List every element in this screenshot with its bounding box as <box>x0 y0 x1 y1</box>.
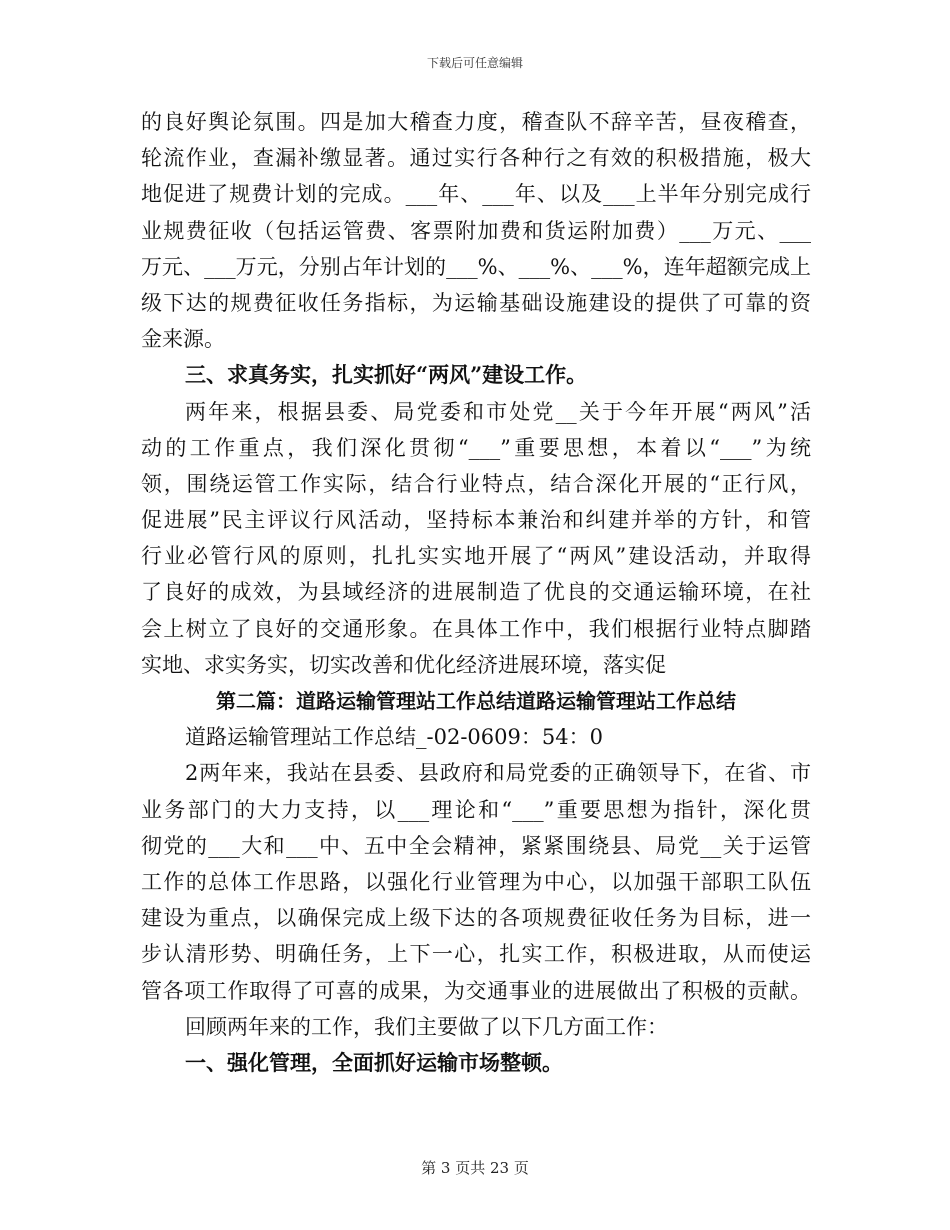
text-line: 促进展”民主评议行风活动，坚持标本兼治和纠建并举的方针，和管 <box>141 508 811 533</box>
text-line: 地促进了规费计划的完成。___年、___年、以及___上半年分别完成行 <box>141 182 811 207</box>
page-header: 下载后可任意编辑 <box>426 56 523 70</box>
text-line: 了良好的成效，为县域经济的进展制造了优良的交通运输环境，在社 <box>141 580 811 605</box>
text-line: 管各项工作取得了可喜的成果，为交通事业的进展做出了积极的贡献。 <box>141 978 811 1003</box>
text-line: 回顾两年来的工作，我们主要做了以下几方面工作： <box>185 1014 668 1039</box>
text-line: 建设为重点，以确保完成上级下达的各项规费征收任务为目标，进一 <box>141 906 811 931</box>
text-line: 2两年来，我站在县委、县政府和局党委的正确领导下，在省、市 <box>185 761 811 786</box>
text-line: 级下达的规费征收任务指标，为运输基础设施建设的提供了可靠的资 <box>141 290 811 315</box>
text-line: 工作的总体工作思路，以强化行业管理为中心，以加强干部职工队伍 <box>141 869 811 894</box>
document-body <box>141 104 811 1081</box>
subtitle-line: 道路运输管理站工作总结_-02-0609：54：0 <box>185 725 603 750</box>
text-line: 实地、求实务实，切实改善和优化经济进展环境，落实促 <box>141 652 666 677</box>
text-line: 行业必管行风的原则，扎扎实实地开展了“两风”建设活动，并取得 <box>141 544 811 569</box>
text-line: 金来源。 <box>141 327 225 352</box>
text-line: 步认清形势、明确任务，上下一心，扎实工作，积极进取，从而使运 <box>141 942 811 967</box>
text-line: 的良好舆论氛围。四是加大稽查力度，稽查队不辞辛苦，昼夜稽查， <box>141 110 811 134</box>
text-line: 业规费征收（包括运管费、客票附加费和货运附加费）___万元、___ <box>141 218 811 243</box>
text-line: 两年来，根据县委、局党委和市处党__关于今年开展“两风”活 <box>185 399 811 424</box>
page-footer: 第 3 页共 23 页 <box>421 1159 529 1177</box>
chapter-title: 第二篇：道路运输管理站工作总结道路运输管理站工作总结 <box>216 689 736 713</box>
section-heading: 一、强化管理，全面抓好运输市场整顿。 <box>185 1049 563 1075</box>
text-line: 彻党的___大和___中、五中全会精神，紧紧围绕县、局党__关于运管 <box>141 833 811 858</box>
text-line: 会上树立了良好的交通形象。在具体工作中，我们根据行业特点脚踏 <box>141 616 811 641</box>
text-line: 领，围绕运管工作实际，结合行业特点，结合深化开展的“正行风， <box>141 471 811 496</box>
text-line: 轮流作业，查漏补缴显著。通过实行各种行之有效的积极措施，极大 <box>141 146 811 171</box>
text-line: 万元、___万元，分别占年计划的___%、___%、___%，连年超额完成上 <box>141 254 811 279</box>
text-line: 动的工作重点，我们深化贯彻“___”重要思想，本着以“___”为统 <box>141 435 811 460</box>
section-heading: 三、求真务实，扎实抓好“两风”建设工作。 <box>185 362 588 388</box>
text-line: 业务部门的大力支持，以___理论和“___”重要思想为指针，深化贯 <box>141 797 811 822</box>
